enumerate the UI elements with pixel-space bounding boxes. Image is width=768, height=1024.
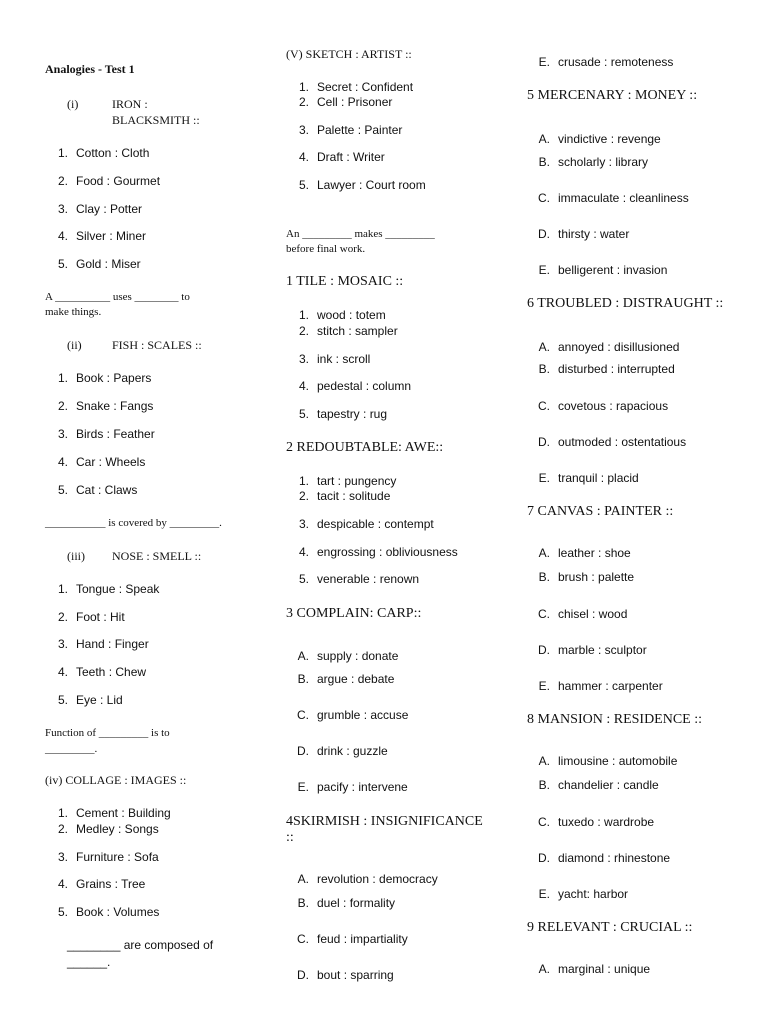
option: 2. tacit : solitude: [298, 489, 391, 503]
option: 2. Snake : Fangs: [57, 399, 154, 413]
fill-in-blank: An _________ makes _________: [286, 228, 435, 240]
option: C. feud : impartiality: [297, 932, 408, 946]
fill-in-blank: Function of _________ is to: [45, 727, 170, 739]
option: 1. wood : totem: [298, 308, 386, 322]
option: C. tuxedo : wardrobe: [538, 815, 655, 829]
section-heading: 2 REDOUBTABLE: AWE::: [286, 440, 444, 455]
test-title: Analogies - Test 1: [45, 62, 135, 76]
option: 1. Tongue : Speak: [57, 582, 160, 596]
fill-in-blank: A __________ uses ________ to: [45, 291, 190, 303]
question-stem: BLACKSMITH ::: [112, 113, 200, 127]
option: C. covetous : rapacious: [538, 399, 669, 413]
option: D. thirsty : water: [538, 227, 630, 241]
option: 5. venerable : renown: [298, 572, 420, 586]
option: E. crusade : remoteness: [538, 55, 674, 69]
option: 3. Palette : Painter: [298, 123, 403, 137]
option: D. bout : sparring: [297, 968, 394, 982]
option: B. chandelier : candle: [538, 778, 659, 792]
option: A. vindictive : revenge: [538, 132, 661, 146]
section-heading: ::: [286, 830, 294, 845]
option: 5. Eye : Lid: [57, 693, 123, 707]
option: 3. Hand : Finger: [57, 637, 149, 651]
option: 2. Foot : Hit: [57, 610, 125, 624]
option: 1. Cotton : Cloth: [57, 146, 150, 160]
option: 4. Teeth : Chew: [57, 665, 147, 679]
option: E. pacify : intervene: [297, 780, 408, 794]
option: E. hammer : carpenter: [538, 679, 663, 693]
option: D. marble : sculptor: [538, 643, 647, 657]
option: 3. Birds : Feather: [57, 427, 155, 441]
option: 1. Cement : Building: [57, 806, 171, 820]
section-heading: 1 TILE : MOSAIC ::: [286, 274, 404, 289]
option: D. diamond : rhinestone: [538, 851, 671, 865]
option: 5. Cat : Claws: [57, 483, 138, 497]
option: 2. Cell : Prisoner: [298, 95, 393, 109]
fill-in-blank: ________ are composed of: [67, 938, 214, 952]
option: 3. Clay : Potter: [57, 202, 143, 216]
option: E. yacht: harbor: [538, 887, 629, 901]
fill-in-blank: ______.: [67, 955, 111, 969]
question-stem: IRON :: [112, 97, 148, 111]
question-number: (iii): [67, 549, 85, 563]
option: 4. Draft : Writer: [298, 150, 385, 164]
fill-in-blank: ___________ is covered by _________.: [45, 517, 222, 529]
question-stem: NOSE : SMELL ::: [112, 549, 202, 563]
option: 5. Lawyer : Court room: [298, 178, 426, 192]
option: 4. Silver : Miner: [57, 229, 147, 243]
option: 1. Secret : Confident: [298, 80, 414, 94]
option: E. belligerent : invasion: [538, 263, 668, 277]
option: 2. Medley : Songs: [57, 822, 159, 836]
option: C. immaculate : cleanliness: [538, 191, 689, 205]
section-heading: 7 CANVAS : PAINTER ::: [527, 504, 674, 519]
section-heading: 3 COMPLAIN: CARP::: [286, 606, 422, 621]
question-number: (ii): [67, 338, 82, 352]
question-number: (i): [67, 97, 79, 111]
fill-in-blank: make things.: [45, 306, 102, 318]
option: C. chisel : wood: [538, 607, 628, 621]
option: A. limousine : automobile: [538, 754, 678, 768]
option: 4. Grains : Tree: [57, 877, 146, 891]
option: 5. Book : Volumes: [57, 905, 160, 919]
option: B. scholarly : library: [538, 155, 649, 169]
option: 4. pedestal : column: [298, 379, 412, 393]
option: B. duel : formality: [297, 896, 396, 910]
section-heading: 6 TROUBLED : DISTRAUGHT ::: [527, 296, 724, 311]
option: 1. Book : Papers: [57, 371, 152, 385]
option: A. supply : donate: [297, 649, 399, 663]
option: 3. despicable : contempt: [298, 517, 434, 531]
option: 2. Food : Gourmet: [57, 174, 161, 188]
option: 4. Car : Wheels: [57, 455, 146, 469]
section-heading: 8 MANSION : RESIDENCE ::: [527, 712, 703, 727]
question-stem: FISH : SCALES ::: [112, 338, 202, 352]
option: B. argue : debate: [297, 672, 395, 686]
option: C. grumble : accuse: [297, 708, 409, 722]
option: A. annoyed : disillusioned: [538, 340, 680, 354]
option: D. outmoded : ostentatious: [538, 435, 687, 449]
option: E. tranquil : placid: [538, 471, 639, 485]
option: A. leather : shoe: [538, 546, 631, 560]
option: A. marginal : unique: [538, 962, 651, 976]
option: 4. engrossing : obliviousness: [298, 545, 458, 559]
option: 3. Furniture : Sofa: [57, 850, 159, 864]
option: B. disturbed : interrupted: [538, 362, 675, 376]
section-heading: 4SKIRMISH : INSIGNIFICANCE: [286, 814, 483, 829]
question-stem: (V) SKETCH : ARTIST ::: [286, 47, 412, 61]
option: 5. tapestry : rug: [298, 407, 388, 421]
option: 1. tart : pungency: [298, 474, 397, 488]
fill-in-blank: before final work.: [286, 243, 366, 255]
option: A. revolution : democracy: [297, 872, 438, 886]
option: 2. stitch : sampler: [298, 324, 398, 338]
question-stem: (iv) COLLAGE : IMAGES ::: [45, 773, 187, 787]
section-heading: 9 RELEVANT : CRUCIAL ::: [527, 920, 693, 935]
option: B. brush : palette: [538, 570, 635, 584]
option: 5. Gold : Miser: [57, 257, 141, 271]
section-heading: 5 MERCENARY : MONEY ::: [527, 88, 698, 103]
option: D. drink : guzzle: [297, 744, 388, 758]
option: 3. ink : scroll: [298, 352, 371, 366]
fill-in-blank: _________.: [45, 743, 98, 755]
